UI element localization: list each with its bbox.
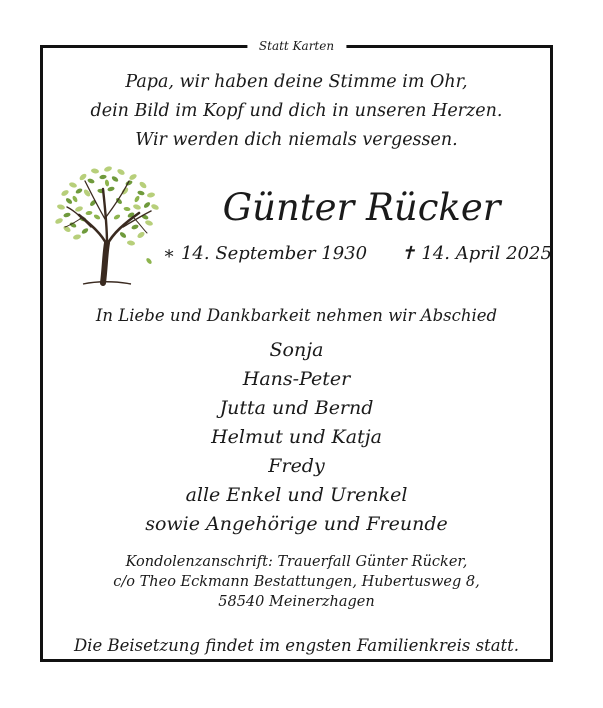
farewell-line: In Liebe und Dankbarkeit nehmen wir Abschied: [95, 306, 498, 325]
address-line: 58540 Meinerzhagen: [218, 594, 375, 610]
header-label: Statt Karten: [247, 38, 346, 54]
mourner-name: sowie Angehörige und Freunde: [145, 513, 448, 535]
mourner-name: Hans-Peter: [242, 368, 351, 390]
death-symbol: ✝: [400, 243, 416, 264]
life-dates: [163, 241, 550, 267]
deceased-name: Günter Rücker: [222, 186, 501, 229]
mourner-name: Sonja: [269, 339, 324, 361]
address-line: Kondolenzanschrift: Trauerfall Günter Rücker,: [125, 554, 468, 570]
falling-leaf: [145, 257, 152, 265]
closing-line: Die Beisetzung findet im engsten Familienkreis statt.: [73, 636, 520, 655]
death-date: 14. April 2025: [421, 243, 552, 264]
mourner-name: alle Enkel und Urenkel: [185, 484, 408, 506]
mourner-name: Jutta und Bernd: [219, 397, 374, 419]
verse-line: Wir werden dich niemals vergessen.: [135, 130, 458, 150]
birth-symbol: ∗: [163, 243, 176, 264]
verse: [43, 68, 550, 155]
verse-line: Papa, wir haben deine Stimme im Ohr,: [125, 72, 468, 92]
obituary-frame: [40, 39, 553, 662]
verse-line: dein Bild im Kopf und dich in unseren Herzen.: [90, 101, 503, 121]
mourner-name: Helmut und Katja: [211, 426, 382, 448]
birth-date: 14. September 1930: [180, 243, 368, 264]
condolence-address: [43, 552, 550, 612]
address-line: c/o Theo Eckmann Bestattungen, Hubertusweg 8,: [113, 574, 480, 590]
ground: [83, 282, 131, 284]
mourners-list: [43, 336, 550, 539]
tree-illustration: [53, 163, 163, 291]
mourner-name: Fredy: [268, 455, 325, 477]
